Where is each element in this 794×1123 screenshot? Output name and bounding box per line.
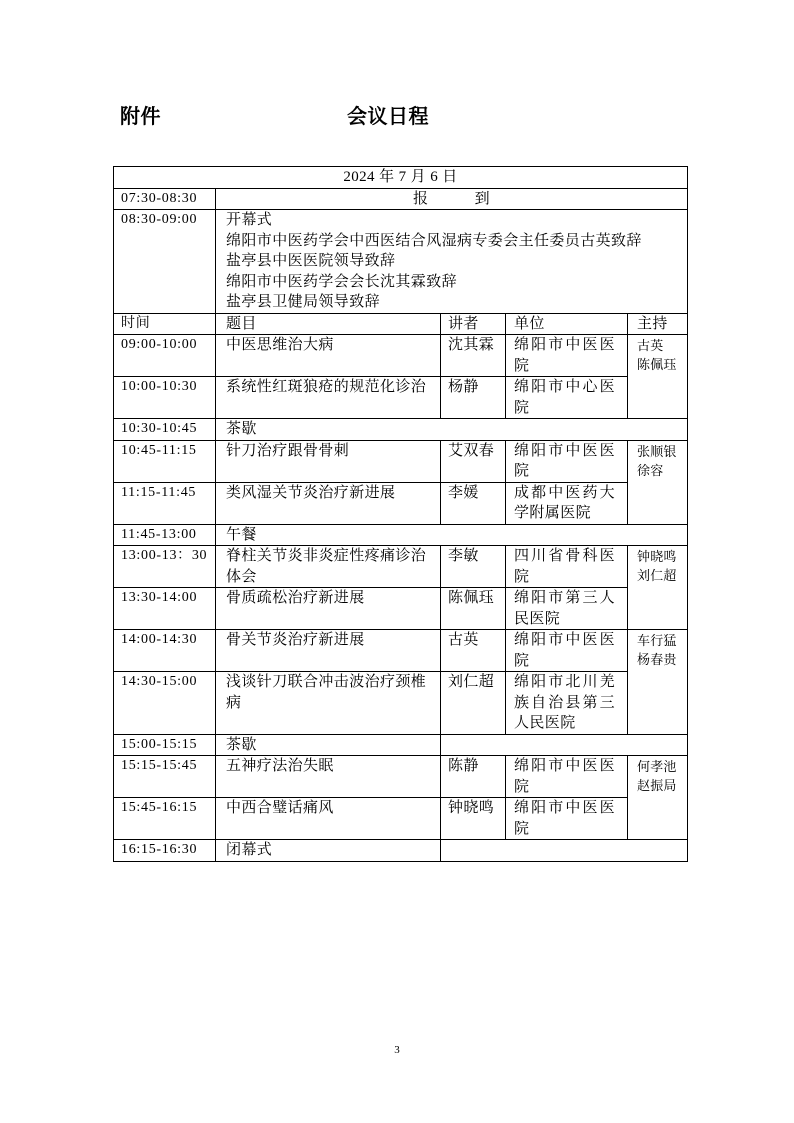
unit-cell: 绵阳市中医医院 [506, 798, 628, 840]
unit-cell: 四川省骨科医院 [506, 546, 628, 588]
page-title: 会议日程 [347, 106, 429, 128]
time-cell: 07:30-08:30 [114, 188, 216, 210]
table-row [114, 798, 688, 840]
host-name: 古英 [637, 338, 664, 353]
opening-program [216, 210, 688, 314]
opening-line: 绵阳市中医药学会中西医结合风湿病专委会主任委员古英致辞 [226, 232, 642, 249]
column-header-unit: 单位 [506, 313, 628, 335]
time-cell: 10:45-11:15 [114, 440, 216, 482]
topic-cell: 骨关节炎治疗新进展 [216, 630, 441, 672]
host-cell [628, 756, 688, 840]
host-name: 车行猛 [637, 633, 677, 648]
break-cell: 茶歇 [216, 419, 688, 441]
speaker-cell: 李敏 [441, 546, 506, 588]
table-row [114, 377, 688, 419]
topic-cell: 中西合璧话痛风 [216, 798, 441, 840]
host-name: 刘仁超 [637, 568, 677, 583]
opening-line: 开幕式 [226, 212, 273, 228]
opening-line: 盐亭县卫健局领导致辞 [226, 294, 381, 310]
registration-row [114, 188, 688, 210]
host-name: 杨春贵 [637, 652, 677, 667]
unit-cell: 绵阳市北川羌族自治县第三人民医院 [506, 672, 628, 735]
topic-cell: 类风湿关节炎治疗新进展 [216, 482, 441, 524]
column-header-topic: 题目 [216, 313, 441, 335]
time-cell: 13:00-13：30 [114, 546, 216, 588]
unit-cell: 绵阳市第三人民医院 [506, 588, 628, 630]
opening-row [114, 210, 688, 314]
break-row [114, 419, 688, 441]
column-header-row [114, 313, 688, 335]
table-row [114, 672, 688, 735]
empty-cell [441, 734, 688, 756]
topic-cell: 骨质疏松治疗新进展 [216, 588, 441, 630]
opening-line: 盐亭县中医医院领导致辞 [226, 253, 396, 269]
closing-cell: 闭幕式 [216, 840, 441, 862]
unit-cell: 绵阳市中心医院 [506, 377, 628, 419]
time-cell: 09:00-10:00 [114, 335, 216, 377]
host-name: 陈佩珏 [637, 357, 677, 372]
table-row [114, 630, 688, 672]
host-name: 何孝池 [637, 759, 677, 774]
registration-label: 报 到 [216, 188, 688, 210]
time-cell: 10:30-10:45 [114, 419, 216, 441]
empty-cell [441, 840, 688, 862]
speaker-cell: 李媛 [441, 482, 506, 524]
time-cell: 15:15-15:45 [114, 756, 216, 798]
break-row [114, 524, 688, 546]
time-cell: 08:30-09:00 [114, 210, 216, 314]
column-header-host: 主持 [628, 313, 688, 335]
time-cell: 15:00-15:15 [114, 734, 216, 756]
topic-cell: 脊柱关节炎非炎症性疼痛诊治体会 [216, 546, 441, 588]
speaker-cell: 沈其霖 [441, 335, 506, 377]
time-cell: 13:30-14:00 [114, 588, 216, 630]
table-row [114, 482, 688, 524]
break-row [114, 734, 688, 756]
topic-cell: 中医思维治大病 [216, 335, 441, 377]
host-cell [628, 630, 688, 735]
speaker-cell: 古英 [441, 630, 506, 672]
topic-cell: 五神疗法治失眠 [216, 756, 441, 798]
table-row [114, 440, 688, 482]
host-cell [628, 546, 688, 630]
host-cell [628, 440, 688, 524]
table-row [114, 335, 688, 377]
unit-cell: 绵阳市中医医院 [506, 756, 628, 798]
host-name: 赵振局 [637, 778, 677, 793]
date-cell: 2024 年 7 月 6 日 [114, 167, 688, 189]
host-name: 张顺银 [637, 443, 677, 459]
host-name: 钟晓鸣 [637, 549, 677, 564]
speaker-cell: 艾双春 [441, 440, 506, 482]
time-cell: 14:30-15:00 [114, 672, 216, 735]
speaker-cell: 陈静 [441, 756, 506, 798]
column-header-time: 时间 [114, 313, 216, 335]
closing-row [114, 840, 688, 862]
opening-line: 绵阳市中医药学会会长沈其霖致辞 [226, 273, 458, 290]
topic-cell: 浅谈针刀联合冲击波治疗颈椎病 [216, 672, 441, 735]
unit-cell: 绵阳市中医医院 [506, 440, 628, 482]
speaker-cell: 杨静 [441, 377, 506, 419]
schedule-table [113, 166, 688, 862]
attachment-label: 附件 [120, 106, 161, 128]
table-row [114, 756, 688, 798]
break-cell: 午餐 [216, 524, 688, 546]
time-cell: 16:15-16:30 [114, 840, 216, 862]
table-row [114, 588, 688, 630]
speaker-cell: 刘仁超 [441, 672, 506, 735]
date-row [114, 167, 688, 189]
unit-cell: 成都中医药大学附属医院 [506, 482, 628, 524]
unit-cell: 绵阳市中医医院 [506, 335, 628, 377]
time-cell: 11:15-11:45 [114, 482, 216, 524]
topic-cell: 针刀治疗跟骨骨刺 [216, 440, 441, 482]
topic-cell: 系统性红斑狼疮的规范化诊治 [216, 377, 441, 419]
time-cell: 14:00-14:30 [114, 630, 216, 672]
column-header-speaker: 讲者 [441, 313, 506, 335]
speaker-cell: 钟晓鸣 [441, 798, 506, 840]
host-cell [628, 335, 688, 419]
unit-cell: 绵阳市中医医院 [506, 630, 628, 672]
time-cell: 11:45-13:00 [114, 524, 216, 546]
time-cell: 10:00-10:30 [114, 377, 216, 419]
break-cell: 茶歇 [216, 734, 441, 756]
table-row [114, 546, 688, 588]
time-cell: 15:45-16:15 [114, 798, 216, 840]
page-number: 3 [394, 1044, 400, 1056]
speaker-cell: 陈佩珏 [441, 588, 506, 630]
host-name: 徐容 [637, 462, 664, 478]
